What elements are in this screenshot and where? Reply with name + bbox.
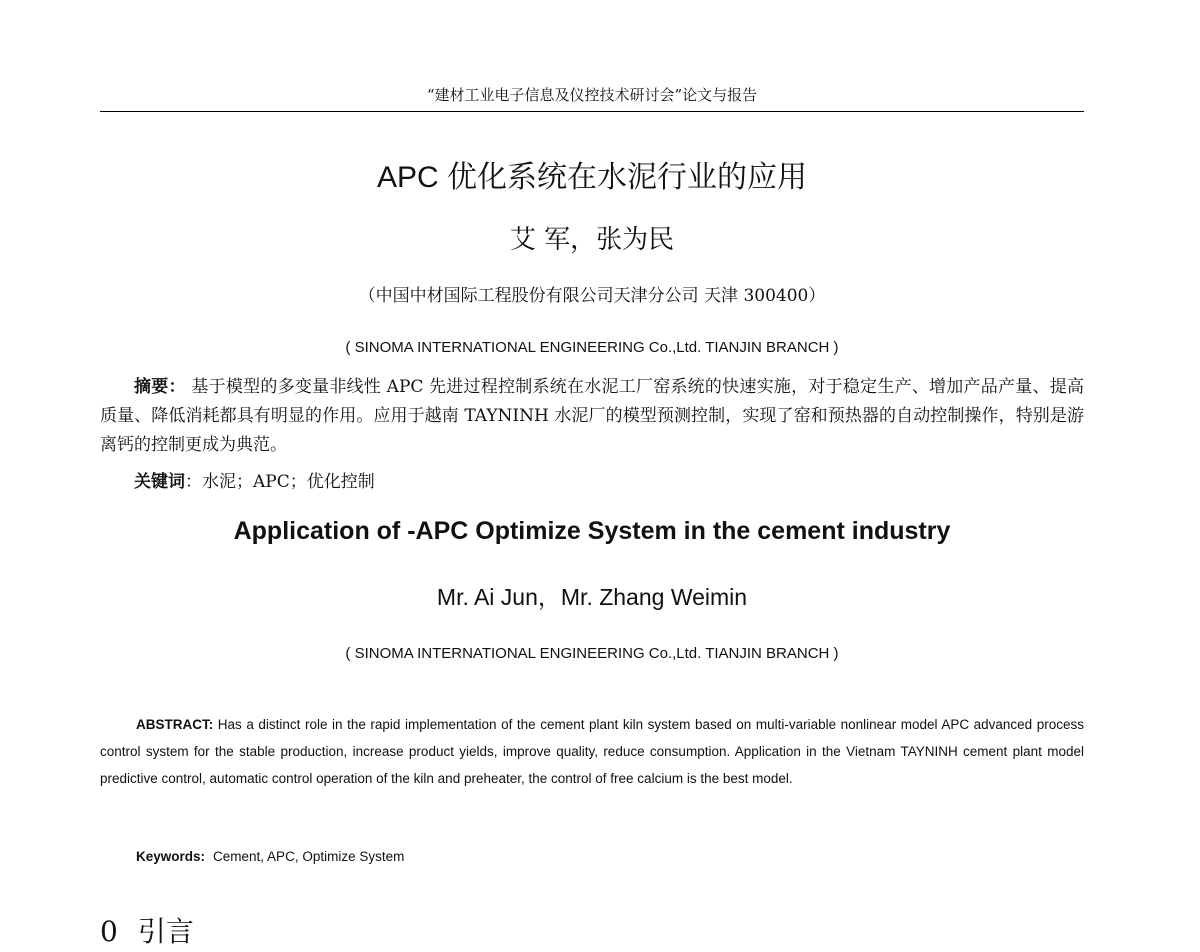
keywords-en-text: Cement, APC, Optimize System (213, 849, 405, 864)
section-title: 引言 (137, 915, 194, 948)
section-heading (100, 913, 194, 951)
running-header: “建材工业电子信息及仪控技术研讨会”论文与报告 (426, 86, 758, 104)
paper-title-cn: APC 优化系统在水泥行业的应用 (376, 161, 808, 194)
abstract-en (100, 711, 1084, 792)
keywords-en (136, 843, 404, 870)
affiliation-cn: （中国中材国际工程股份有限公司天津分公司 天津 300400） (358, 286, 826, 306)
abstract-en-text: Has a distinct role in the rapid implementation of the cement plant kiln system based on multi-variable nonlinear model APC advanced process control system for the stable production, increase product yields, improve quality, reduce consumption. Application in the Vietnam TAYNINH cement plant model predictive control, automatic control operation of the kiln and preheater, the control of free calcium is the best model. (100, 717, 1084, 786)
keywords-cn (134, 468, 375, 497)
authors-cn: 艾 军，张为民 (509, 225, 675, 255)
header-rule (100, 111, 1084, 112)
keywords-cn-label: 关键词 (134, 472, 185, 492)
affiliation-en-cn-section: ( SINOMA INTERNATIONAL ENGINEERING Co.,Ltd. TIANJIN BRANCH ) (345, 339, 839, 356)
keywords-cn-text: ：水泥；APC；优化控制 (185, 472, 375, 492)
paper-title-en: Application of -APC Optimize System in the cement industry (233, 517, 951, 545)
abstract-cn-label: 摘要： (134, 377, 186, 397)
abstract-cn-text: 基于模型的多变量非线性 APC 先进过程控制系统在水泥工厂窑系统的快速实施，对于稳定生产、增加产品产量、提高质量、降低消耗都具有明显的作用。应用于越南 TAYNINH 水泥厂的模型预测控制，实现了窑和预热器的自动控制操作，特别是游离钙的控制更成为典范。 (100, 377, 1085, 455)
section-number: 0 (100, 915, 118, 948)
keywords-en-label: Keywords: (136, 849, 206, 864)
authors-en: Mr. Ai Jun，Mr. Zhang Weimin (436, 584, 748, 610)
abstract-cn (100, 373, 1084, 460)
abstract-en-label: ABSTRACT: (136, 717, 214, 732)
affiliation-en: ( SINOMA INTERNATIONAL ENGINEERING Co.,Ltd. TIANJIN BRANCH ) (345, 645, 839, 662)
